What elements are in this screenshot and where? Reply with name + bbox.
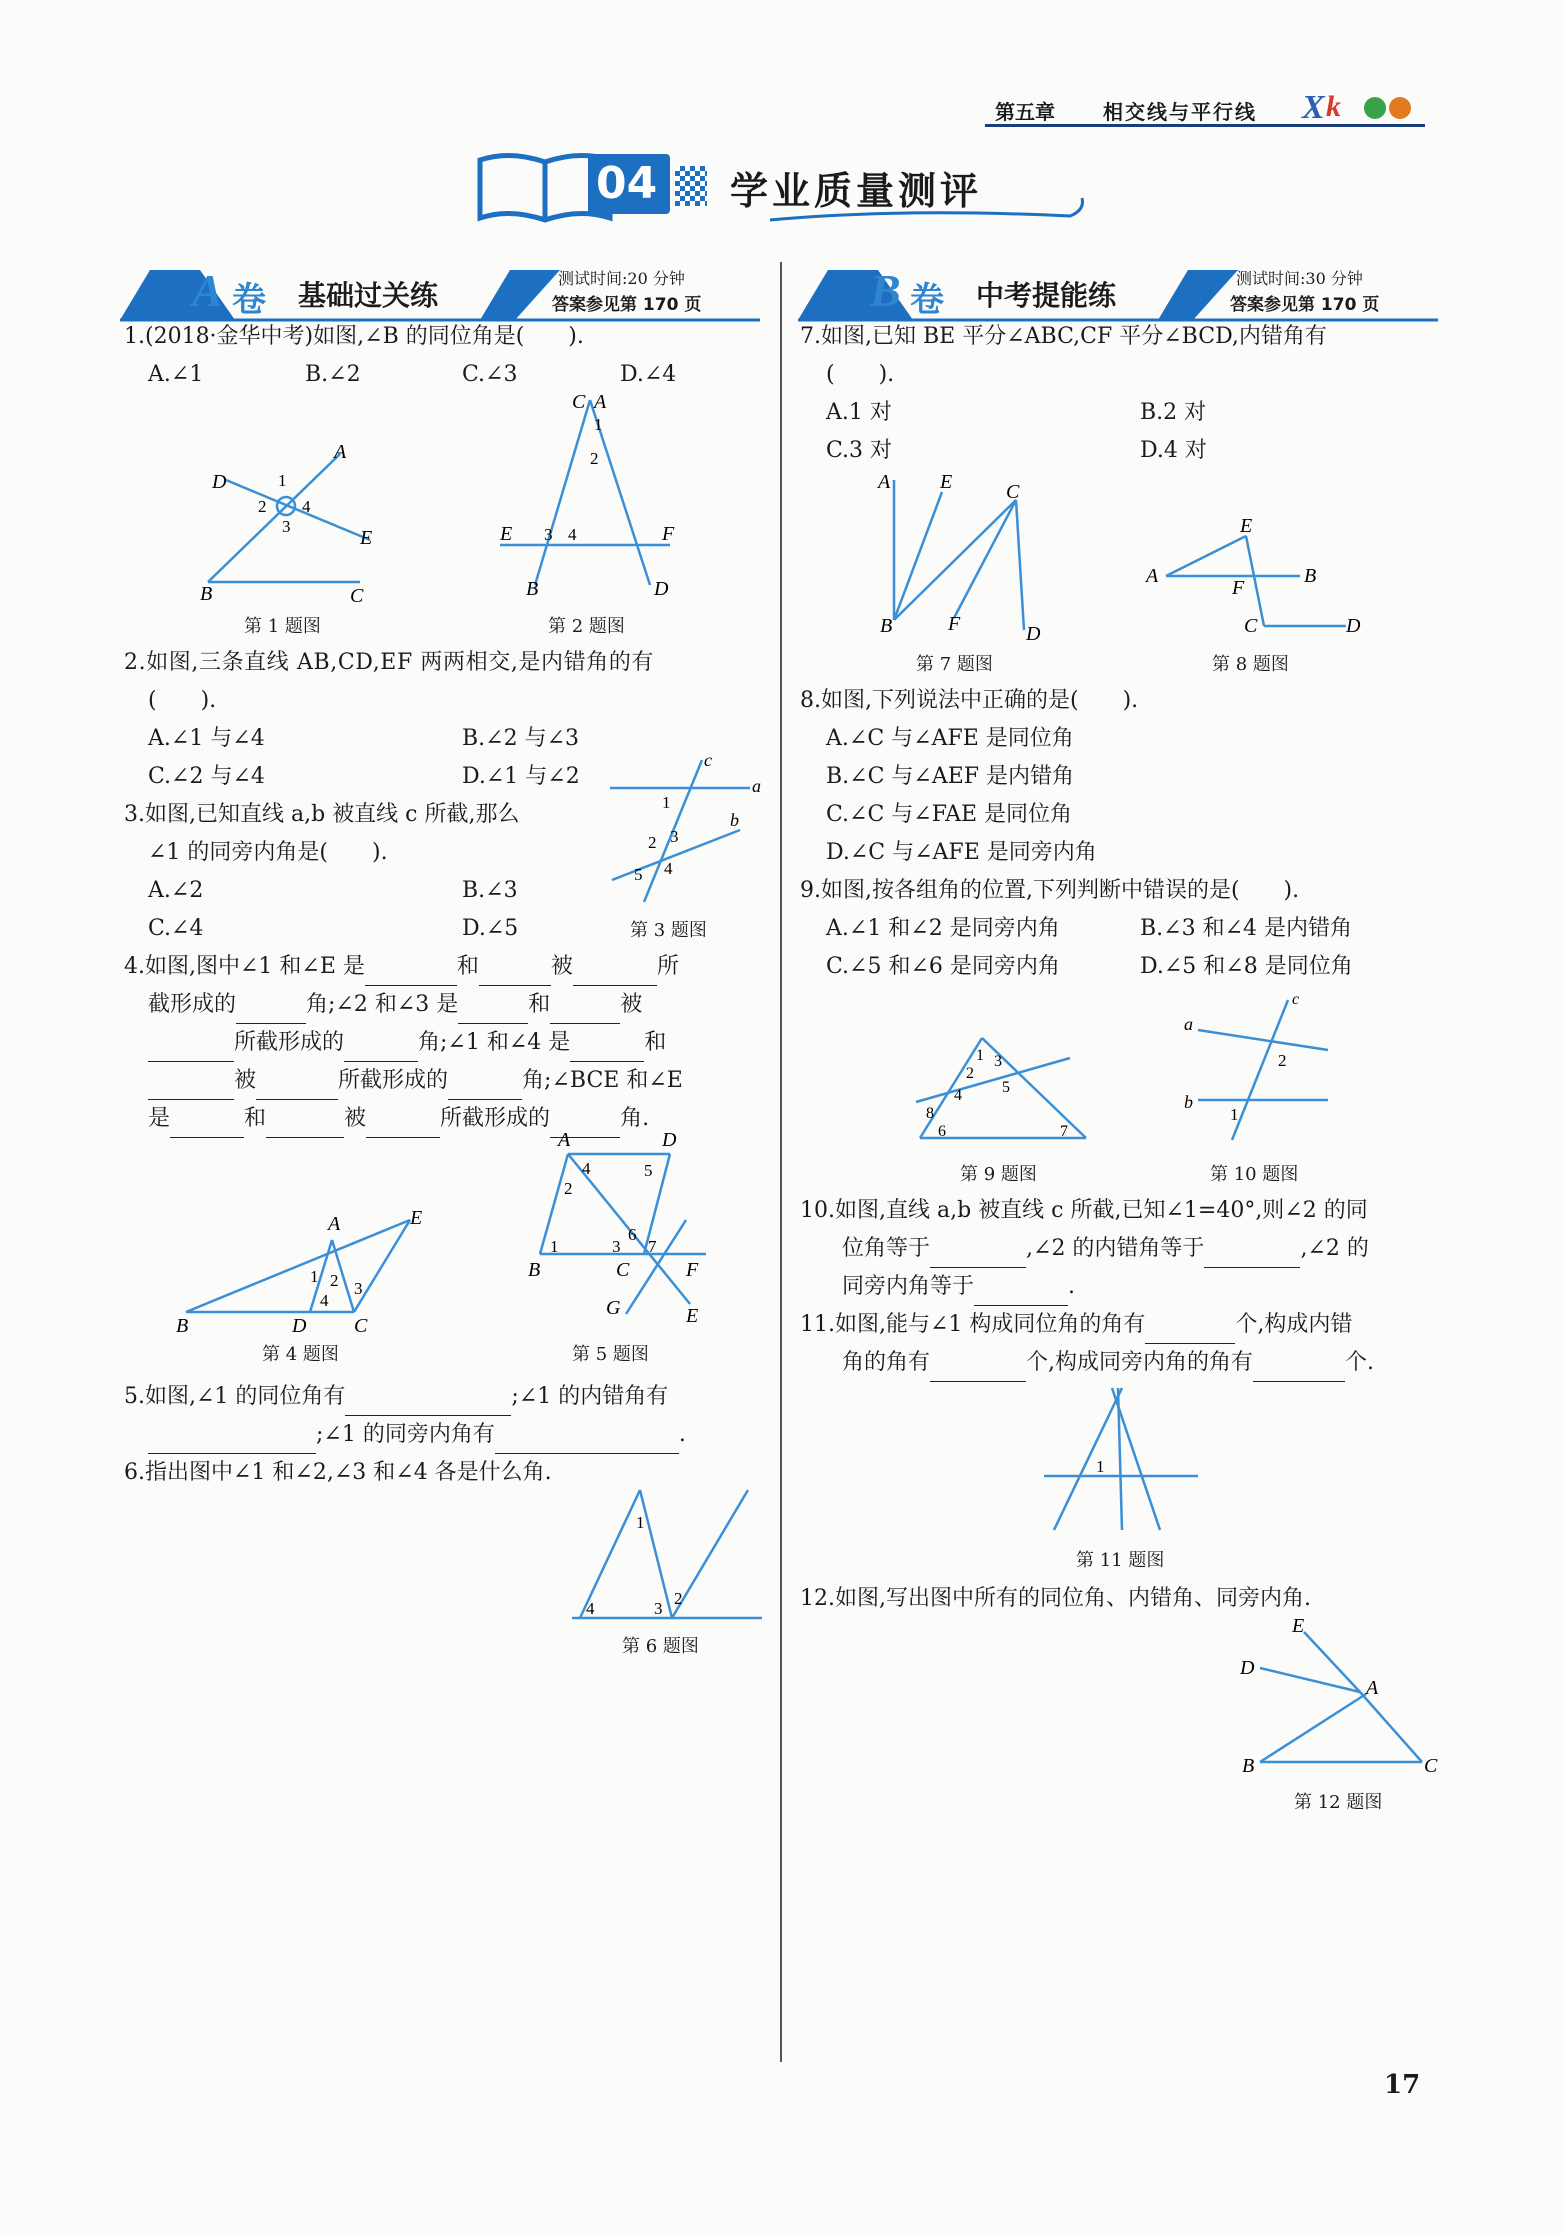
svg-text:C: C <box>350 585 364 607</box>
svg-text:D: D <box>1240 1657 1255 1679</box>
chapter-title: 相交线与平行线 <box>1103 100 1257 124</box>
svg-text:5: 5 <box>644 1161 653 1180</box>
q4-text: 被 <box>344 1106 367 1131</box>
q5-text: . <box>678 1422 686 1447</box>
figure-11-caption: 第 11 题图 <box>1076 1550 1165 1571</box>
chapter-number: 第五章 <box>995 100 1055 124</box>
svg-text:1: 1 <box>1230 1105 1239 1124</box>
svg-text:7: 7 <box>1060 1123 1068 1140</box>
section-a-title: 基础过关练 <box>298 279 439 312</box>
section-b-letter: B <box>870 265 901 316</box>
svg-text:2: 2 <box>648 833 657 852</box>
section-b-suffix: 卷 <box>910 280 944 320</box>
q8-stem: 8.如图,下列说法中正确的是( ). <box>800 688 1139 713</box>
q4-blank-9[interactable] <box>570 1035 644 1062</box>
q1-option-b: B.∠2 <box>305 362 361 387</box>
svg-text:C: C <box>616 1259 630 1281</box>
q8-option-b: B.∠C 与∠AEF 是内错角 <box>826 764 1075 789</box>
section-a-time: 测试时间:20 分钟 <box>558 269 685 288</box>
q4-text: 所截形成的 <box>440 1106 551 1131</box>
svg-text:2: 2 <box>1278 1051 1287 1070</box>
q4-text: 所 <box>656 954 679 979</box>
figure-10 <box>1176 990 1356 1150</box>
q4-line4 <box>148 1062 683 1100</box>
svg-text:A: A <box>328 1213 341 1235</box>
svg-text:B: B <box>528 1259 541 1281</box>
q4-text: 和 <box>528 992 551 1017</box>
figure-10-caption: 第 10 题图 <box>1210 1164 1299 1185</box>
figure-5-caption: 第 5 题图 <box>572 1344 649 1365</box>
q4-blank-12[interactable] <box>448 1073 522 1100</box>
q8-option-c: C.∠C 与∠FAE 是同位角 <box>826 802 1073 827</box>
svg-text:A: A <box>1366 1677 1379 1699</box>
q1-option-c: C.∠3 <box>462 362 518 387</box>
banner-number: 04 <box>596 158 658 209</box>
q4-blank-6[interactable] <box>550 997 620 1024</box>
q4-text: 角;∠BCE 和∠E <box>522 1068 683 1093</box>
section-b-time: 测试时间:30 分钟 <box>1236 269 1363 288</box>
q11-line2 <box>842 1344 1374 1382</box>
svg-text:6: 6 <box>938 1123 946 1140</box>
figure-4-caption: 第 4 题图 <box>262 1344 339 1365</box>
section-b-answer: 答案参见第 170 页 <box>1230 295 1380 315</box>
svg-text:4: 4 <box>664 859 673 878</box>
q4-blank-7[interactable] <box>148 1035 234 1062</box>
figure-12 <box>1236 1612 1456 1782</box>
q12-stem: 12.如图,写出图中所有的同位角、内错角、同旁内角. <box>800 1586 1311 1611</box>
banner-title: 学业质量测评 <box>730 169 983 213</box>
section-a-letter: A <box>192 265 223 316</box>
q5-text: ;∠1 的内错角有 <box>511 1384 669 1409</box>
svg-text:2: 2 <box>966 1065 974 1082</box>
logo-icon <box>1300 80 1420 126</box>
section-banner <box>470 148 1090 226</box>
q5-line1 <box>124 1378 668 1416</box>
q3-option-a: A.∠2 <box>148 878 204 903</box>
svg-text:b: b <box>730 810 739 830</box>
q3-option-b: B.∠3 <box>462 878 518 903</box>
svg-text:E: E <box>500 523 513 545</box>
q4-text: 被 <box>550 954 573 979</box>
q10-text: . <box>1068 1274 1076 1299</box>
q3-option-d: D.∠5 <box>462 916 519 941</box>
svg-text:1: 1 <box>976 1047 984 1064</box>
svg-text:X: X <box>1302 89 1325 126</box>
q4-text: 角;∠2 和∠3 是 <box>306 992 459 1017</box>
svg-text:A: A <box>1146 565 1159 587</box>
svg-text:3: 3 <box>654 1599 663 1618</box>
q1-option-a: A.∠1 <box>148 362 204 387</box>
svg-text:E: E <box>686 1305 699 1324</box>
svg-text:D: D <box>212 471 227 493</box>
figure-2 <box>490 390 690 610</box>
checker-icon <box>675 166 707 206</box>
figure-1 <box>190 440 390 610</box>
q4-blank-14[interactable] <box>266 1111 344 1138</box>
q10-line1: 10.如图,直线 a,b 被直线 c 所截,已知∠1=40°,则∠2 的同 <box>800 1198 1368 1223</box>
figure-3 <box>600 752 770 912</box>
svg-text:B: B <box>176 1315 189 1337</box>
q10-blank-3[interactable] <box>974 1279 1068 1306</box>
q1-stem: 1.(2018·金华中考)如图,∠B 的同位角是( ). <box>124 324 584 349</box>
q7-option-c: C.3 对 <box>826 438 893 463</box>
svg-text:B: B <box>200 583 213 605</box>
q4-blank-8[interactable] <box>344 1035 418 1062</box>
figure-11 <box>1036 1384 1206 1534</box>
q9-option-a: A.∠1 和∠2 是同旁内角 <box>826 916 1060 941</box>
figure-3-caption: 第 3 题图 <box>630 920 707 941</box>
q7-stem-line1: 7.如图,已知 BE 平分∠ABC,CF 平分∠BCD,内错角有 <box>800 324 1327 349</box>
q7-stem-line2: ( ). <box>826 362 895 387</box>
svg-text:6: 6 <box>628 1225 637 1244</box>
svg-text:B: B <box>526 578 539 600</box>
q7-option-b: B.2 对 <box>1140 400 1207 425</box>
q7-option-d: D.4 对 <box>1140 438 1207 463</box>
q4-text: 角. <box>620 1106 650 1131</box>
q4-text: 所截形成的 <box>338 1068 449 1093</box>
q9-option-d: D.∠5 和∠8 是同位角 <box>1140 954 1353 979</box>
svg-text:F: F <box>686 1259 699 1281</box>
svg-text:7: 7 <box>648 1237 657 1256</box>
figure-8-caption: 第 8 题图 <box>1212 654 1289 675</box>
figure-2-caption: 第 2 题图 <box>548 616 625 637</box>
q4-blank-1[interactable] <box>365 959 457 986</box>
q2-option-b: B.∠2 与∠3 <box>462 726 580 751</box>
svg-text:3: 3 <box>670 827 679 846</box>
svg-text:4: 4 <box>302 497 311 516</box>
svg-text:F: F <box>1232 577 1245 599</box>
q2-option-c: C.∠2 与∠4 <box>148 764 265 789</box>
q4-blank-5[interactable] <box>458 997 528 1024</box>
svg-text:a: a <box>1184 1014 1193 1034</box>
q4-text: 和 <box>456 954 479 979</box>
page-number: 17 <box>1384 2070 1421 2100</box>
svg-text:F: F <box>662 523 675 545</box>
figure-1-caption: 第 1 题图 <box>244 616 321 637</box>
svg-text:2: 2 <box>590 449 599 468</box>
q7-option-a: A.1 对 <box>826 400 892 425</box>
svg-text:c: c <box>704 752 712 770</box>
svg-text:1: 1 <box>278 471 287 490</box>
q5-line2 <box>148 1416 686 1454</box>
q11-text: 个,构成同旁内角的角有 <box>1026 1350 1254 1375</box>
svg-text:4: 4 <box>568 525 577 544</box>
svg-text:2: 2 <box>564 1179 573 1198</box>
svg-text:E: E <box>410 1207 423 1229</box>
q11-text: 11.如图,能与∠1 构成同位角的角有 <box>800 1312 1146 1337</box>
q3-option-c: C.∠4 <box>148 916 204 941</box>
q9-stem: 9.如图,按各组角的位置,下列判断中错误的是( ). <box>800 878 1300 903</box>
q8-option-a: A.∠C 与∠AFE 是同位角 <box>826 726 1074 751</box>
svg-text:A: A <box>334 441 347 463</box>
svg-text:a: a <box>752 776 761 796</box>
q2-option-d: D.∠1 与∠2 <box>462 764 580 789</box>
q3-stem-line1: 3.如图,已知直线 a,b 被直线 c 所截,那么 <box>124 802 520 827</box>
figure-7-caption: 第 7 题图 <box>916 654 993 675</box>
figure-9 <box>910 1030 1090 1150</box>
figure-6 <box>566 1480 766 1630</box>
q5-blank-3[interactable] <box>495 1427 679 1454</box>
q3-stem-line2: ∠1 的同旁内角是( ). <box>148 840 388 865</box>
q4-blank-11[interactable] <box>256 1073 338 1100</box>
q10-text: 同旁内角等于 <box>842 1274 975 1299</box>
q10-line3 <box>842 1268 1075 1306</box>
q9-option-b: B.∠3 和∠4 是内错角 <box>1140 916 1353 941</box>
q5-blank-2[interactable] <box>148 1427 316 1454</box>
figure-4 <box>170 1200 440 1340</box>
q4-text: 角;∠1 和∠4 是 <box>418 1030 571 1055</box>
q10-blank-2[interactable] <box>1204 1241 1300 1268</box>
q11-blank-3[interactable] <box>1253 1355 1345 1382</box>
svg-text:D: D <box>1346 615 1361 637</box>
section-b-title: 中考提能练 <box>976 279 1117 312</box>
q4-line3 <box>148 1024 666 1062</box>
svg-text:A: A <box>878 471 891 493</box>
figure-6-caption: 第 6 题图 <box>622 1636 699 1657</box>
q11-text: 角的角有 <box>842 1350 931 1375</box>
q5-text: 5.如图,∠1 的同位角有 <box>124 1384 346 1409</box>
svg-text:C: C <box>354 1315 368 1337</box>
figure-12-caption: 第 12 题图 <box>1294 1792 1383 1813</box>
q4-text: 截形成的 <box>148 992 237 1017</box>
svg-text:4: 4 <box>586 1599 595 1618</box>
svg-text:C: C <box>1424 1755 1438 1777</box>
svg-text:C: C <box>572 391 586 413</box>
svg-text:D: D <box>292 1315 307 1337</box>
q4-line1 <box>124 948 679 986</box>
svg-text:1: 1 <box>1096 1457 1105 1476</box>
svg-text:C: C <box>1006 481 1020 503</box>
q4-blank-4[interactable] <box>236 997 306 1024</box>
q10-text: ,∠2 的 <box>1300 1236 1369 1261</box>
q11-blank-1[interactable] <box>1145 1317 1235 1344</box>
svg-text:A: A <box>558 1129 571 1151</box>
svg-text:1: 1 <box>662 793 671 812</box>
q4-text: 和 <box>644 1030 667 1055</box>
svg-text:1: 1 <box>310 1267 319 1286</box>
q2-stem-line1: 2.如图,三条直线 AB,CD,EF 两两相交,是内错角的有 <box>124 650 655 675</box>
q4-blank-3[interactable] <box>573 959 657 986</box>
svg-text:C: C <box>1244 615 1258 637</box>
svg-text:E: E <box>360 527 373 549</box>
q5-text: ;∠1 的同旁内角有 <box>316 1422 495 1447</box>
figure-7 <box>866 470 1056 650</box>
figure-5 <box>520 1124 720 1324</box>
q4-text: 和 <box>244 1106 267 1131</box>
q4-text: 是 <box>148 1106 171 1131</box>
svg-text:E: E <box>1292 1615 1305 1637</box>
svg-text:1: 1 <box>594 415 603 434</box>
q4-blank-2[interactable] <box>479 959 551 986</box>
svg-text:4: 4 <box>320 1291 329 1310</box>
figure-8 <box>1140 514 1370 644</box>
svg-text:3: 3 <box>282 517 291 536</box>
svg-text:8: 8 <box>926 1105 934 1122</box>
q10-line2 <box>842 1230 1369 1268</box>
svg-text:B: B <box>1304 565 1317 587</box>
svg-text:G: G <box>606 1297 621 1319</box>
figure-9-caption: 第 9 题图 <box>960 1164 1037 1185</box>
svg-text:c: c <box>1292 991 1300 1008</box>
q4-blank-15[interactable] <box>366 1111 440 1138</box>
q10-text: ,∠2 的内错角等于 <box>1026 1236 1205 1261</box>
svg-text:4: 4 <box>582 1159 591 1178</box>
svg-text:3: 3 <box>994 1053 1002 1070</box>
svg-text:D: D <box>1026 623 1041 645</box>
svg-text:E: E <box>940 471 953 493</box>
svg-text:k: k <box>1326 90 1341 123</box>
q8-option-d: D.∠C 与∠AFE 是同旁内角 <box>826 840 1097 865</box>
q2-option-a: A.∠1 与∠4 <box>148 726 265 751</box>
svg-text:B: B <box>880 615 893 637</box>
q11-text: 个,构成内错 <box>1235 1312 1353 1337</box>
svg-text:3: 3 <box>612 1237 621 1256</box>
q4-blank-10[interactable] <box>148 1073 234 1100</box>
svg-text:5: 5 <box>1002 1079 1010 1096</box>
svg-text:F: F <box>948 613 961 635</box>
svg-text:D: D <box>662 1129 677 1151</box>
svg-text:A: A <box>594 391 607 413</box>
q11-text: 个. <box>1345 1350 1375 1375</box>
svg-text:4: 4 <box>954 1087 962 1104</box>
svg-text:b: b <box>1184 1092 1193 1112</box>
svg-text:2: 2 <box>330 1271 339 1290</box>
section-a-answer: 答案参见第 170 页 <box>552 295 702 315</box>
svg-text:3: 3 <box>354 1279 363 1298</box>
q2-stem-line2: ( ). <box>148 688 217 713</box>
svg-text:3: 3 <box>544 525 553 544</box>
q4-line2 <box>148 986 642 1024</box>
q4-text: 被 <box>234 1068 257 1093</box>
column-divider <box>780 262 782 2062</box>
q10-blank-1[interactable] <box>930 1241 1026 1268</box>
q5-blank-1[interactable] <box>345 1389 511 1416</box>
q11-blank-2[interactable] <box>930 1355 1026 1382</box>
svg-text:5: 5 <box>634 865 643 884</box>
svg-text:2: 2 <box>674 1589 683 1608</box>
q4-text: 4.如图,图中∠1 和∠E 是 <box>124 954 365 979</box>
q10-text: 位角等于 <box>842 1236 931 1261</box>
svg-text:D: D <box>654 578 669 600</box>
q4-text: 所截形成的 <box>234 1030 345 1055</box>
q1-option-d: D.∠4 <box>620 362 677 387</box>
q4-blank-13[interactable] <box>170 1111 244 1138</box>
q4-text: 被 <box>620 992 643 1017</box>
svg-text:B: B <box>1242 1755 1255 1777</box>
q11-line1 <box>800 1306 1352 1344</box>
section-a-suffix: 卷 <box>232 280 266 320</box>
svg-text:1: 1 <box>550 1237 559 1256</box>
svg-text:1: 1 <box>636 1513 645 1532</box>
section-b-header <box>798 262 1438 322</box>
svg-text:2: 2 <box>258 497 267 516</box>
svg-text:E: E <box>1240 515 1253 537</box>
q9-option-c: C.∠5 和∠6 是同旁内角 <box>826 954 1060 979</box>
q6-stem: 6.指出图中∠1 和∠2,∠3 和∠4 各是什么角. <box>124 1460 552 1485</box>
section-a-header <box>120 262 760 322</box>
